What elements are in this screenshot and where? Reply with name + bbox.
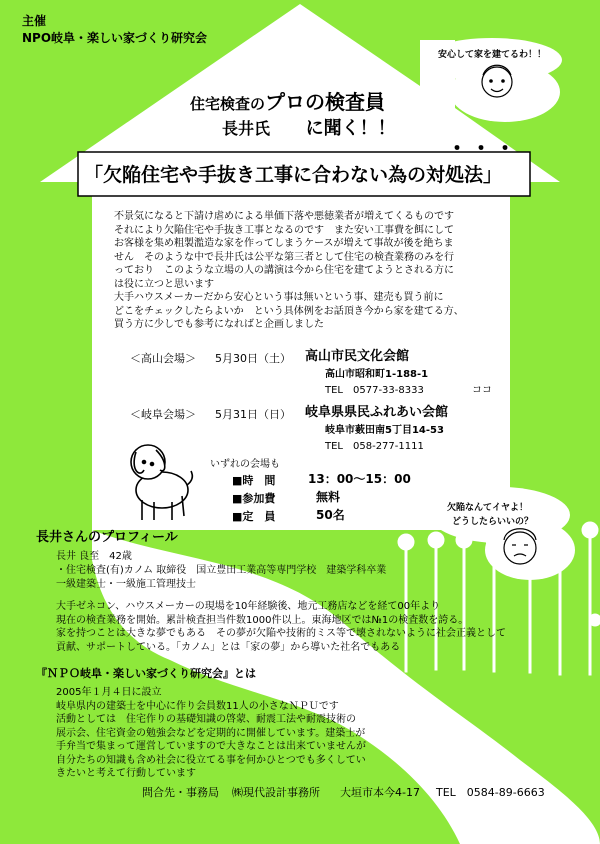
intro-line: せん そのような中で長井氏は公平な第三者として住宅の検査業務のみを行: [114, 251, 454, 263]
intro-line: 大手ハウスメーカーだから安心という事は無いという事、建売も買う前に: [114, 292, 444, 303]
profile-heading: 長井さんのプロフィール: [36, 530, 178, 545]
venue-name: 高山市民文化会館: [305, 349, 410, 364]
intro-line: それにより欠陥住宅や手抜き工事となるのです また安い工事費を餌にして: [114, 224, 454, 236]
profile-line: 長井 良至 42歳: [56, 551, 132, 562]
profile-paragraph-line: 家を持つことは大きな夢でもある その夢が欠陥や技術的ミス等で壊されないように社会正義として: [56, 628, 506, 639]
venue-address: 岐阜市薮田南5丁目14-53: [325, 425, 444, 436]
profile-paragraph-line: 大手ゼネコン、ハウスメーカーの現場を10年経験後、地元工務店などを経て00年より: [56, 601, 441, 612]
intro-line: 買う方に少しでも参考になればと企画しました: [114, 319, 324, 330]
profile-paragraph-line: 貢献、サポートしている。「カノム」とは「家の夢」から導いた社名でもある: [56, 641, 401, 653]
profile-paragraph: [56, 600, 506, 654]
intro-line: は役に立つと思います: [114, 278, 214, 290]
info-label-time: ■時 間: [232, 474, 276, 487]
speech-bubble-mid-line1: 欠陥なんてイヤよ！: [447, 503, 529, 513]
venue-date: 5月30日（土）: [215, 352, 291, 365]
profile-line: ・住宅検査(有)カノム 取締役 国立豊田工業高等専門学校 建築学科卒業: [56, 565, 387, 576]
speech-bubble-top: 安心して家を建てるわ！！: [438, 50, 547, 60]
npo-paragraph: [56, 686, 366, 781]
info-value-time: 13：00～15：00: [308, 472, 411, 486]
headline-emphasis: プロの検査員: [265, 90, 386, 114]
contact-label: 問合先・事務局: [142, 786, 219, 799]
intro-line: どこをチェックしたらよいか という具体例をお話頂き今から家を建てる方、: [114, 305, 464, 317]
contact-company: ㈱現代設計事務所: [232, 786, 320, 799]
headline-line2: [222, 114, 396, 140]
headline-name: 長井氏: [222, 119, 271, 138]
intro-line: 不景気になると下請け虐めによる単価下落や悪徳業者が増えてくるものです: [114, 211, 454, 222]
npo-line: 展示会、住宅資金の勉強会などを定期的に開催しています。建築士が: [56, 727, 366, 739]
profile-line: 一級建築士・一級施工管理技士: [56, 579, 196, 590]
profile-paragraph-line: 現在の検査業務を開始。累計検査担当件数1000件以上。東海地区では№1の検査数を誇る。: [56, 614, 469, 626]
venue-tel: TEL 058-277-1111: [325, 441, 424, 452]
npo-heading: 『ＮＰＯ岐阜・楽しい家づくり研究会』とは: [36, 667, 256, 680]
npo-line: 活動としては 住宅作りの基礎知識の啓蒙、耐震工法や耐震技術の: [56, 714, 356, 725]
venue-note: ココ: [472, 385, 492, 396]
npo-line: 岐阜県内の建築士を中心に作り会員数11人の小さなＮＰＵです: [56, 700, 339, 712]
organizer-label: 主催: [22, 14, 47, 28]
organizer-name: NPO岐阜・楽しい家づくり研究会: [22, 31, 208, 45]
venue-date: 5月31日（日）: [215, 408, 291, 421]
common-heading: いずれの会場も: [210, 459, 280, 470]
info-value-fee: 無料: [316, 490, 341, 504]
venue-address: 高山市昭和町1-188-1: [325, 369, 429, 380]
intro-line: お客様を集め粗製濫造な家を作ってしまうケースが増えて事故が後を絶ちま: [114, 238, 454, 249]
npo-line: 自分たちの知識も含め社会に役立てる事を何かひとつでも多くしてい: [56, 754, 366, 766]
contact-address: 大垣市本今4-17: [340, 786, 420, 799]
info-value-capacity: 50名: [316, 508, 345, 522]
venue-label: ＜岐阜会場＞: [130, 408, 196, 421]
emphasis-dots: ・・・: [446, 137, 519, 162]
info-label-capacity: ■定 員: [232, 510, 276, 523]
headline-ask: に聞く！！: [305, 118, 396, 139]
venue-label: ＜高山会場＞: [130, 352, 196, 365]
contact-tel: TEL 0584-89-6663: [436, 786, 545, 799]
npo-line: 手弁当で集まって運営していますので大きなことは出来ていませんが: [56, 741, 366, 752]
headline-line1: [190, 86, 385, 115]
intro-paragraph: [114, 210, 464, 332]
speech-bubble-mid-line2: どうしたらいいの？: [452, 517, 534, 527]
venue-tel: TEL 0577-33-8333: [325, 385, 424, 396]
headline-prefix: 住宅検査の: [190, 95, 266, 113]
npo-line: 2005年１月４日に設立: [56, 687, 162, 698]
npo-line: きたいと考えて行動しています: [56, 768, 196, 779]
info-label-fee: ■参加費: [232, 492, 276, 505]
main-title: 「欠陥住宅や手抜き工事に合わない為の対処法」: [84, 164, 503, 186]
venue-name: 岐阜県県民ふれあい会館: [305, 405, 449, 420]
intro-line: っており このような立場の人の講演は今から住宅を建てようとされる方に: [114, 265, 454, 276]
